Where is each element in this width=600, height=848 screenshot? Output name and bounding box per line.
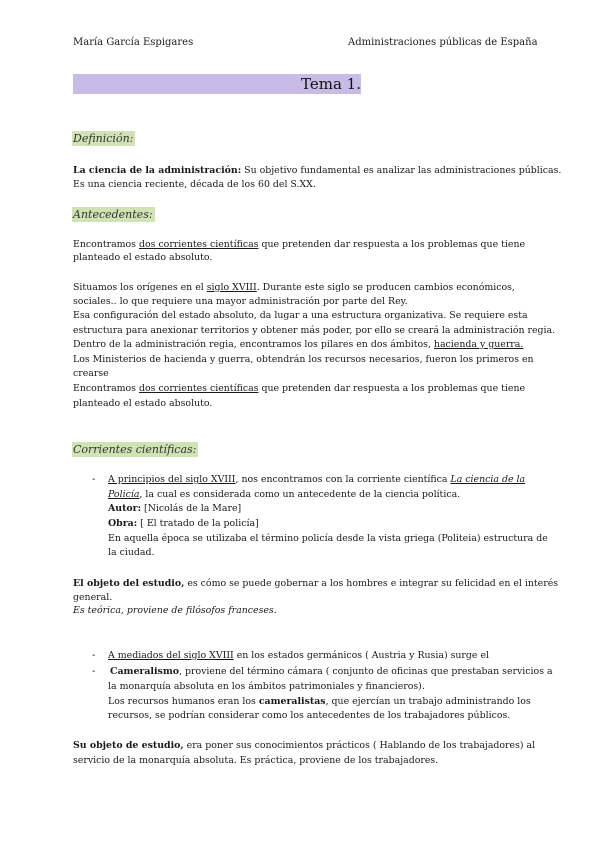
obra-label: Obra: xyxy=(108,518,138,529)
bullet-marker: - xyxy=(92,666,96,677)
antecedentes-p2-line-7: crearse xyxy=(73,368,109,379)
text-span: , la cual es considerada como un antecedente de la ciencia política. xyxy=(139,489,461,500)
corrientes-b3-line-4: recursos, se podrían considerar como los antecedentes de los trabajadores públicos. xyxy=(108,710,511,721)
link-dos-corrientes-2: dos corrientes científicas xyxy=(138,383,259,394)
link-ciencia-policia: La ciencia de la xyxy=(450,474,526,485)
text-span: Situamos los orígenes en el xyxy=(73,282,207,293)
objeto-estudio-2-line-1 xyxy=(73,740,535,752)
corrientes-b3-line-3 xyxy=(108,696,531,708)
text-span: que pretenden dar respuesta a los problemas que tiene xyxy=(258,383,526,394)
definicion-line-1 xyxy=(73,165,561,177)
antecedentes-p1-line-2: planteado el estado absoluto. xyxy=(73,252,213,263)
objeto-estudio-2-line-2: servicio de la monarquía absoluta. Es práctica, proviene de los trabajadores. xyxy=(73,755,439,766)
corrientes-b1-line-2 xyxy=(108,489,460,501)
antecedentes-p3-line-1 xyxy=(73,383,525,395)
text-span: en los estados germánicos ( Austria y Rusia) surge el xyxy=(233,650,489,661)
antecedentes-p2-line-6: Los Ministerios de hacienda y guerra, obtendrán los recursos necesarios, fueron los primeros en xyxy=(73,354,534,365)
link-mediados-siglo: A mediados del siglo XVIII xyxy=(108,650,234,661)
link-siglo-xviii: siglo XVIII xyxy=(206,282,257,293)
corrientes-b3-line-1 xyxy=(110,666,553,678)
objeto-label: El objeto del estudio, xyxy=(73,578,185,589)
antecedentes-p2-line-4: estructura para anexionar territorios y obtener más poder, por ello se creará la administración regia. xyxy=(73,325,556,336)
text-span: Encontramos xyxy=(73,239,139,250)
link-hacienda-guerra: hacienda y guerra. xyxy=(433,339,524,350)
text-span: Encontramos xyxy=(73,383,139,394)
definicion-line-2: Es una ciencia reciente, década de los 60 del S.XX. xyxy=(73,179,316,190)
antecedentes-p3-line-2: planteado el estado absoluto. xyxy=(73,398,213,409)
header-subject: Administraciones públicas de España xyxy=(348,37,538,48)
title-bar xyxy=(73,74,361,94)
section-heading-corrientes: Corrientes científicas: xyxy=(73,443,197,456)
bullet-marker: - xyxy=(92,650,96,661)
definicion-term: La ciencia de la administración: xyxy=(73,165,242,176)
corrientes-b1-note-1: En aquella época se utilizaba el término policía desde la vista griega (Politeia) estructura de xyxy=(108,533,548,544)
antecedentes-p2-line-5 xyxy=(73,339,523,351)
cameralistas-bold: cameralistas xyxy=(258,696,326,707)
antecedentes-p2-line-2: sociales.. lo que requiere una mayor administración por parte del Rey. xyxy=(73,296,408,307)
text-span: es cómo se puede gobernar a los hombres e integrar su felicidad en el interés xyxy=(184,578,559,589)
link-principios-siglo: A principios del siglo XVIII xyxy=(108,474,236,485)
text-span: , proviene del término cámara ( conjunto de oficinas que prestaban servicios a xyxy=(179,666,553,677)
corrientes-b2-line-1 xyxy=(108,650,489,662)
corrientes-b1-line-1 xyxy=(108,474,525,486)
section-heading-definicion: Definición: xyxy=(73,132,134,145)
objeto-estudio-1-line-2: general. xyxy=(73,592,113,603)
text-span: . Durante este siglo se producen cambios económicos, xyxy=(256,282,515,293)
text-span: , que ejercían un trabajo administrando los xyxy=(325,696,531,707)
antecedentes-p1-line-1 xyxy=(73,239,525,251)
text-span: era poner sus conocimientos prácticos ( Hablando de los trabajadores) al xyxy=(183,740,536,751)
text-span: , nos encontramos con la corriente científica xyxy=(235,474,451,485)
objeto-estudio-1-line-1 xyxy=(73,578,558,590)
corrientes-autor xyxy=(108,503,241,515)
page-title: Tema 1. xyxy=(301,75,361,93)
section-heading-antecedentes: Antecedentes: xyxy=(73,208,153,221)
bullet-marker: - xyxy=(92,474,96,485)
corrientes-b1-note-2: la ciudad. xyxy=(108,547,155,558)
corrientes-b3-line-2: la monarquía absoluta en los ámbitos patrimoniales y financieros). xyxy=(108,681,425,692)
text-span: Dentro de la administración regia, encontramos los pilares en dos ámbitos, xyxy=(73,339,434,350)
header-author: María García Espigares xyxy=(73,37,194,48)
autor-value: [Nicolás de la Mare] xyxy=(141,503,242,514)
definicion-text: Su objetivo fundamental es analizar las administraciones públicas. xyxy=(244,165,562,176)
obra-value: [ El tratado de la policía] xyxy=(137,518,259,529)
corrientes-obra xyxy=(108,518,259,530)
objeto-label: Su objeto de estudio, xyxy=(73,740,184,751)
antecedentes-p2-line-1 xyxy=(73,282,515,294)
text-span: Los recursos humanos eran los xyxy=(108,696,259,707)
text-span: que pretenden dar respuesta a los problemas que tiene xyxy=(258,239,526,250)
antecedentes-p2-line-3: Esa configuración del estado absoluto, da lugar a una estructura organizativa. Se requiere esta xyxy=(73,310,528,321)
autor-label: Autor: xyxy=(108,503,142,514)
objeto-estudio-1-italic: Es teórica, proviene de filósofos franceses. xyxy=(73,605,277,616)
link-policia: Policía xyxy=(108,489,140,500)
link-dos-corrientes: dos corrientes científicas xyxy=(138,239,259,250)
cameralismo-label: Cameralismo xyxy=(110,666,180,677)
